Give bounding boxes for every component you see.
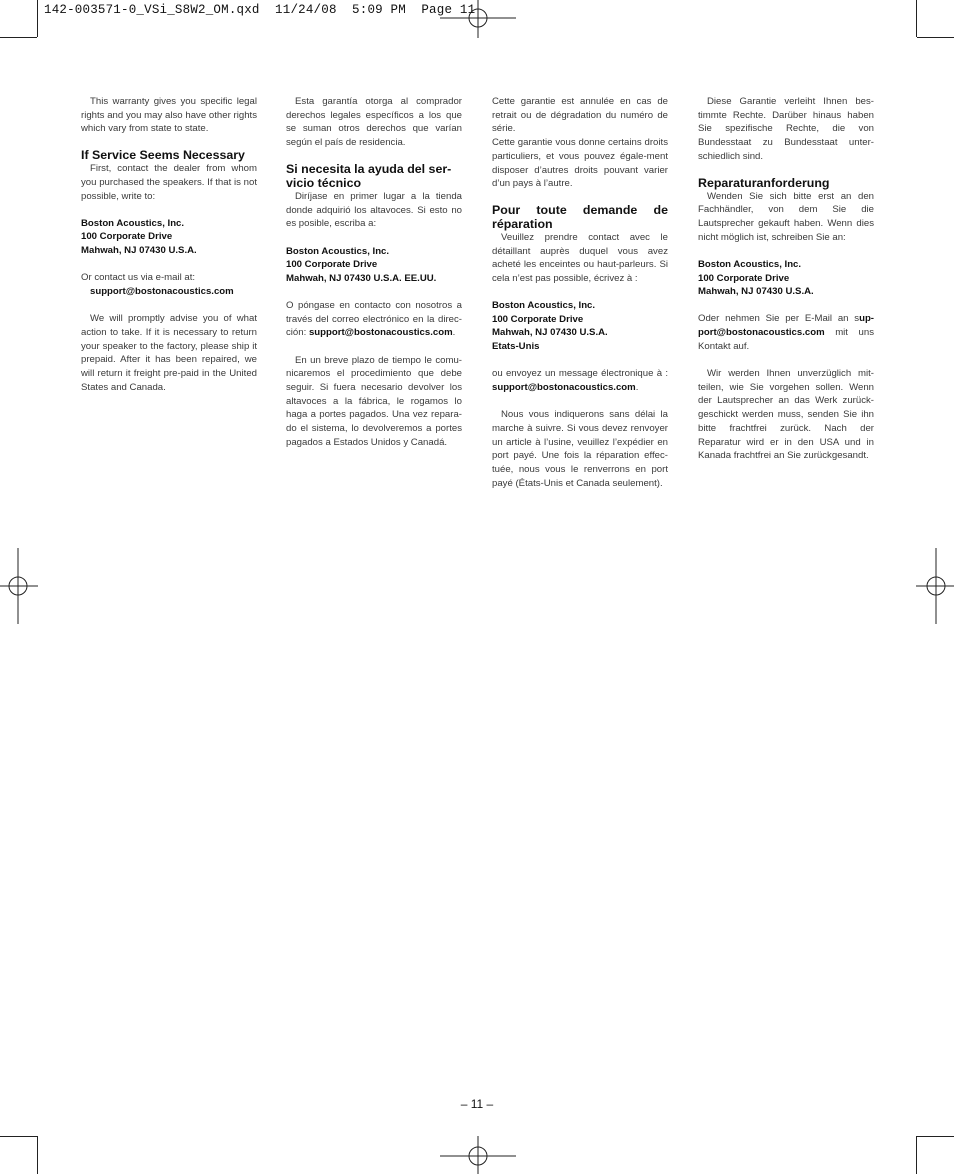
service-heading: Reparaturanforderung: [698, 175, 830, 190]
registration-mark-top-icon: [440, 0, 516, 38]
support-email-link[interactable]: support@bostonacoustics.com: [308, 327, 453, 339]
warranty-rights-paragraph: Cette garantie vous donne certains droits particuliers, et vous pouvez égale-ment disposer d’autres droits pouvant varier d’un pays à l’autre.: [492, 137, 668, 190]
registration-mark-left-icon: [0, 548, 38, 624]
email-contact-tail: mit uns Kontakt auf.: [698, 326, 874, 352]
service-heading: If Service Seems Necessary: [81, 148, 245, 163]
crop-mark-top-right-v: [916, 0, 917, 37]
email-contact-tail: .: [452, 327, 456, 339]
address-line: 100 Corporate Drive: [492, 313, 584, 325]
address-line: Boston Acoustics, Inc.: [81, 217, 185, 229]
address-line: Etats-Unis: [492, 340, 540, 352]
contact-dealer-paragraph: Wenden Sie sich bitte erst an den Fachhändler, von dem Sie die Lautsprecher gekauft haben. Wenn dies nicht möglich ist, schreiben Sie an:: [698, 190, 874, 243]
address-line: Boston Acoustics, Inc.: [698, 259, 802, 271]
crop-mark-top-left-h: [0, 37, 37, 38]
address-line: 100 Corporate Drive: [81, 231, 173, 243]
address-line: 100 Corporate Drive: [698, 272, 790, 284]
mailing-address: [698, 258, 874, 299]
warranty-rights-paragraph: Esta garantía otorga al comprador derechos legales específicos a los que se suman otros derechos que varían según el país de residencia.: [286, 96, 462, 149]
support-email-link[interactable]: support@bostonacoustics.com: [492, 381, 636, 393]
registration-mark-right-icon: [916, 548, 954, 624]
return-instructions-paragraph: En un breve plazo de tiempo le comu-nicaremos el procedimiento que debe seguir. Si fuera necesario devolver los altavoces a la fábrica, le rogamos lo haga a portes pagados. Una vez repara-do el sistema, lo devolveremos a portes pagados a Estados Unidos y Canadá.: [286, 354, 462, 448]
email-contact-paragraph: [492, 367, 668, 394]
email-contact-paragraph: [698, 312, 874, 353]
service-heading: Pour toute demande de réparation: [492, 202, 668, 231]
page-number: – 11 –: [460, 1097, 494, 1111]
crop-mark-bottom-right-h: [917, 1136, 954, 1137]
crop-mark-bottom-left-v: [37, 1136, 38, 1174]
address-line: Mahwah, NJ 07430 U.S.A.: [698, 286, 814, 298]
service-heading: Si necesita la ayuda del ser-vicio técnico: [286, 161, 452, 190]
contact-dealer-paragraph: First, contact the dealer from whom you purchased the speakers. If that is not possible, write to:: [81, 163, 257, 202]
registration-mark-bottom-icon: [440, 1136, 516, 1174]
crop-mark-bottom-left-h: [0, 1136, 37, 1137]
email-contact-lead: O póngase en contacto con nosotros a través del correo electrónico en la direc-ción:: [286, 299, 462, 339]
email-contact-lead: Oder nehmen Sie per E-Mail an s: [698, 313, 860, 325]
return-instructions-paragraph: Nous vous indiquerons sans délai la marche à suivre. Si vous devez renvoyer un article à l’usine, veuillez l’expédier en port payé. Une fois la réparation effec-tuée, nous vous le renverrons en port payé (États-Unis et Canada seulement).: [492, 409, 668, 489]
mailing-address: [492, 299, 668, 353]
return-instructions-paragraph: We will promptly advise you of what action to take. If it is necessary to return your speaker to the factory, please ship it prepaid. After it has been repaired, we will return it freight pre-paid in the United States and Canada.: [81, 313, 257, 393]
column-english: [81, 95, 257, 394]
crop-mark-bottom-right-v: [916, 1136, 917, 1174]
email-contact-lead: ou envoyez un message électronique à :: [492, 368, 668, 380]
support-email-link[interactable]: up-port@bostonacoustics.com: [698, 313, 874, 338]
address-line: Mahwah, NJ 07430 U.S.A. EE.UU.: [286, 272, 437, 284]
column-french: [492, 95, 668, 490]
warranty-rights-paragraph: Diese Garantie verleiht Ihnen bes-timmte Rechte. Darüber hinaus haben Sie spezifische Rechte, die von Bundesstaat zu Bundesstaat unter-schiedlich sind.: [698, 96, 874, 162]
email-contact-paragraph: [286, 299, 462, 340]
return-instructions-paragraph: Wir werden Ihnen unverzüglich mit-teilen, wie Sie vorgehen sollen. Wenn der Lautsprecher an das Werk zurück-geschickt werden muss, senden Sie ihn bitte frachtfrei zurück. Nach der Reparatur wird er in den USA und in Kanada frachtfrei an Sie zurückgesandt.: [698, 368, 874, 462]
address-line: Boston Acoustics, Inc.: [286, 245, 390, 257]
email-contact-tail: .: [635, 381, 639, 393]
mailing-address: [286, 245, 462, 286]
warranty-void-paragraph: Cette garantie est annulée en cas de retrait ou de dégradation du numéro de série.: [492, 96, 668, 135]
address-line: Boston Acoustics, Inc.: [492, 300, 596, 312]
column-german: [698, 95, 874, 463]
file-slug-line: 142-003571-0_VSi_S8W2_OM.qxd 11/24/08 5:09 PM Page 11: [44, 3, 476, 17]
address-line: Mahwah, NJ 07430 U.S.A.: [81, 244, 197, 256]
column-spanish: [286, 95, 462, 450]
address-line: Mahwah, NJ 07430 U.S.A.: [492, 327, 608, 339]
contact-dealer-paragraph: Diríjase en primer lugar a la tienda donde adquirió los altavoces. Si esto no es posible, escriba a:: [286, 190, 462, 230]
crop-mark-top-right-h: [917, 37, 954, 38]
crop-mark-top-left-v: [37, 0, 38, 37]
mailing-address: [81, 217, 257, 258]
address-line: 100 Corporate Drive: [286, 259, 378, 271]
email-contact-lead: Or contact us via e-mail at:: [81, 272, 196, 284]
warranty-rights-paragraph: This warranty gives you specific legal rights and you may also have other rights which vary from state to state.: [81, 96, 257, 135]
contact-dealer-paragraph: Veuillez prendre contact avec le détaillant auprès duquel vous avez acheté les enceintes ou haut-parleurs. Si cela n’est pas possible, écrivez à :: [492, 231, 668, 285]
support-email-link[interactable]: support@bostonacoustics.com: [90, 285, 234, 297]
